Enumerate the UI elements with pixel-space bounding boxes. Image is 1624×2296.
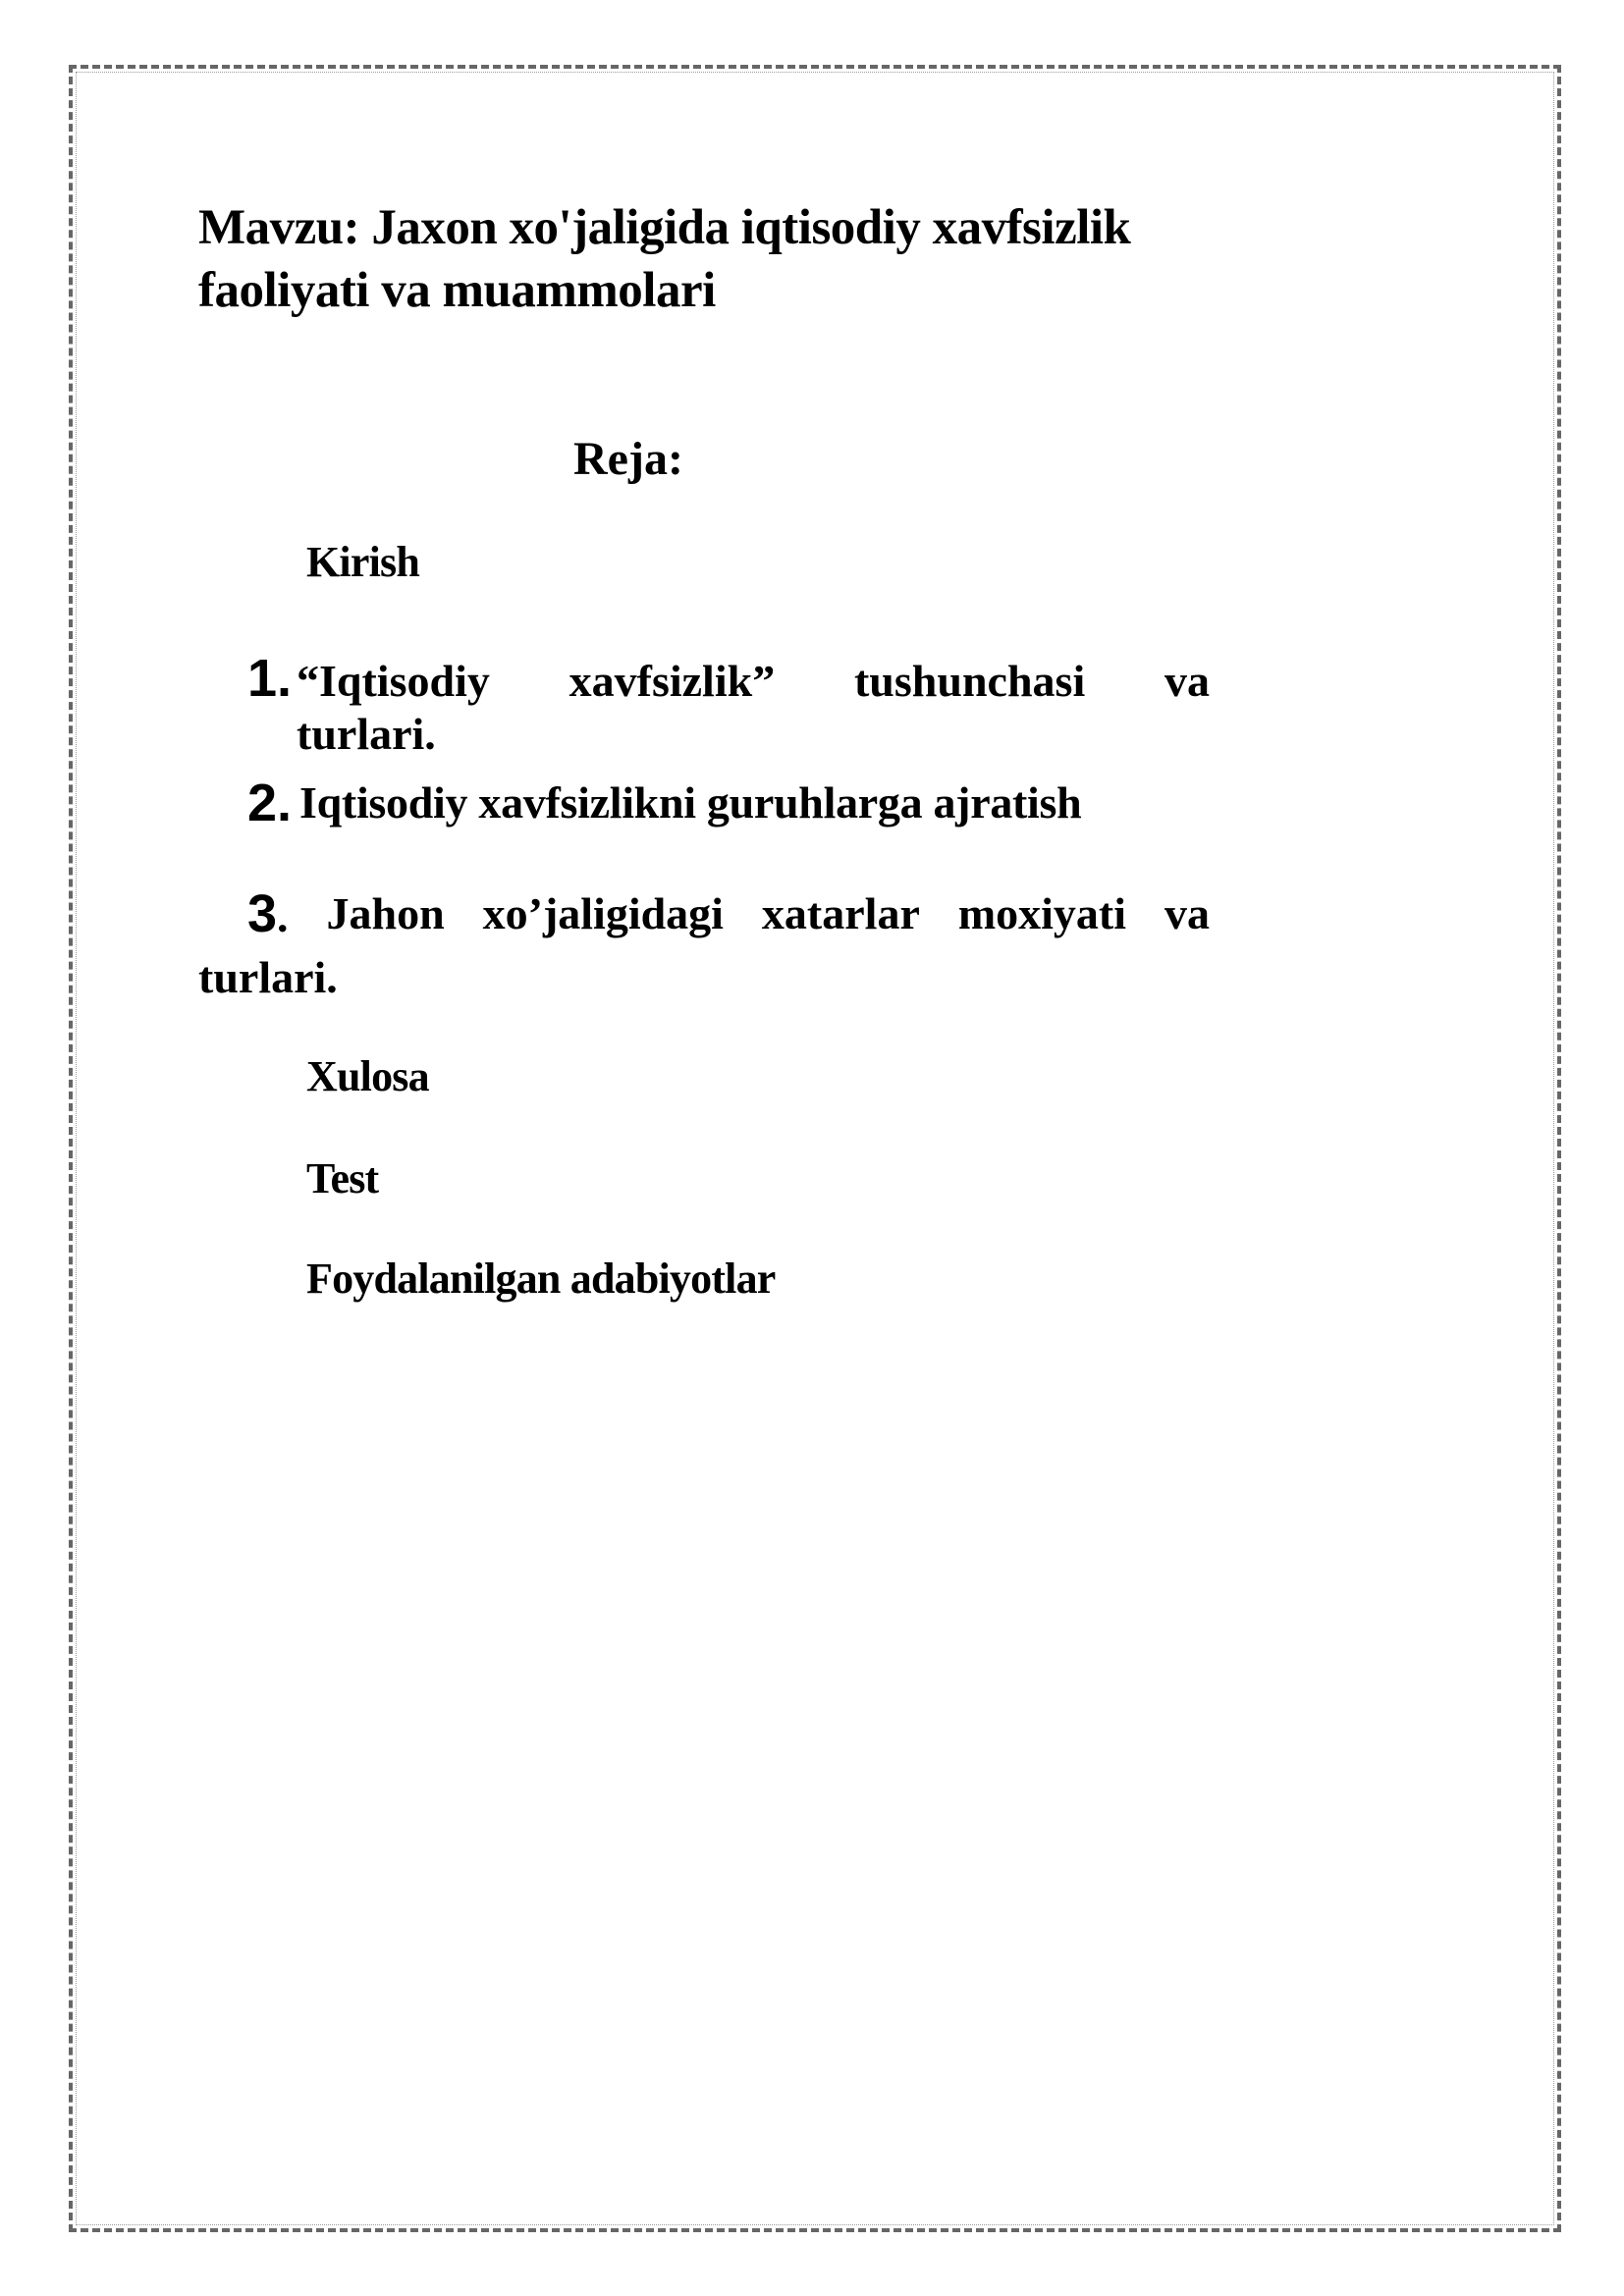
document-title: Mavzu: Jaxon xo'jaligida iqtisodiy xavfsizlik faoliyati va muammolari: [198, 200, 1131, 318]
plan-item-word: Jahon: [326, 888, 445, 938]
plan-item-number: 2.: [247, 774, 293, 832]
plan-item-continuation: turlari.: [198, 952, 338, 1002]
plan-item-word: “Iqtisodiy: [297, 656, 490, 706]
page-border: [69, 65, 1561, 2232]
plan-item-conclusion: Xulosa: [306, 1052, 429, 1100]
plan-item-2: [247, 768, 1081, 838]
plan-item-number: 3: [247, 884, 278, 943]
plan-item-3: [198, 883, 1210, 1008]
plan-item-word: moxiyati: [957, 888, 1127, 938]
plan-item-intro: Kirish: [306, 538, 419, 586]
plan-item-word: xo’jaligidagi: [482, 888, 724, 938]
plan-item-text: [297, 655, 1210, 761]
plan-item-word: va: [1164, 656, 1210, 706]
plan-item-word: tushunchasi: [853, 656, 1086, 706]
plan-item-text: Iqtisodiy xavfsizlikni guruhlarga ajratish: [299, 777, 1082, 828]
plan-item-continuation: turlari.: [297, 709, 436, 759]
plan-item-word: xavfsizlik”: [568, 656, 776, 706]
plan-item-number: 1.: [247, 649, 293, 708]
plan-heading: Reja:: [573, 433, 683, 485]
plan-item-word: xatarlar: [761, 888, 920, 938]
plan-item-word: va: [1164, 888, 1210, 938]
plan-item-punct: .: [277, 891, 289, 941]
plan-item-references: Foydalanilgan adabiyotlar: [306, 1255, 776, 1303]
plan-item-test: Test: [306, 1154, 379, 1202]
